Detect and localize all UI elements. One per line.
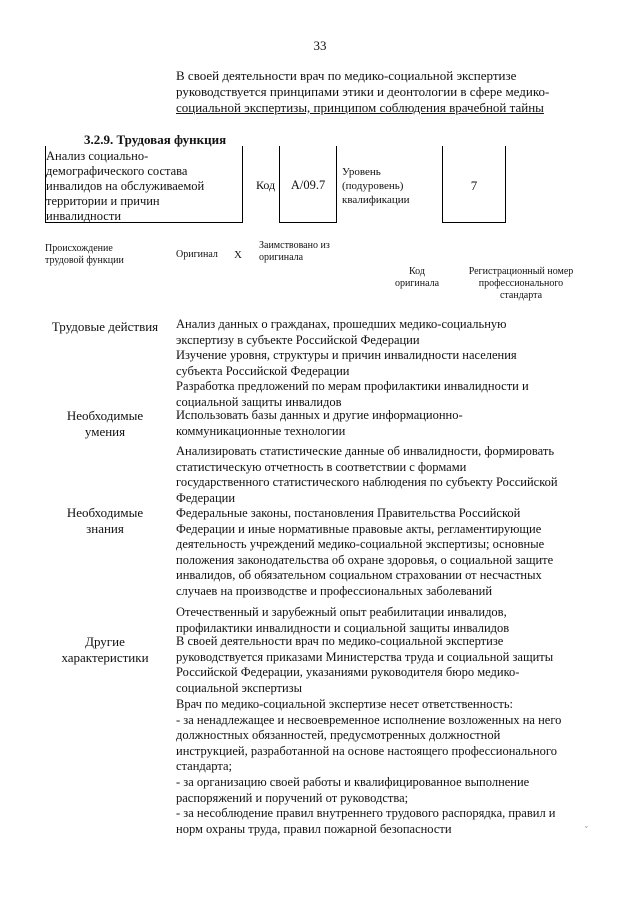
text-line: Отечественный и зарубежный опыт реабилитации инвалидов, <box>176 605 507 619</box>
scan-mark: ˇ <box>585 825 588 834</box>
text-line: государственного статистического наблюдения по субъекту Российской <box>176 475 558 490</box>
other-text-2 <box>176 697 586 837</box>
code-value: A/09.7 <box>290 178 326 192</box>
row-label-line: умения <box>84 424 126 439</box>
reg-label-line: Регистрационный номер <box>468 266 574 277</box>
row-label-line: знания <box>86 521 124 536</box>
text-line: стандарта; <box>176 759 233 774</box>
text-line: Анализ данных о гражданах, прошедших медико-социальную <box>176 317 507 331</box>
row-label-skills <box>40 408 170 440</box>
text-line: норм охраны труда, правил пожарной безопасности <box>176 821 452 836</box>
knowledge-text-1 <box>176 506 586 600</box>
text-line: субъекта Российской Федерации <box>176 363 350 378</box>
row-label-knowledge <box>40 505 170 537</box>
text-line: - за организацию своей работы и квалифицированное выполнение <box>176 774 530 789</box>
row-label-line: Необходимые <box>66 408 144 423</box>
text-line: коммуникационные технологии <box>176 423 346 438</box>
code-original-label-line: оригинала <box>394 278 440 289</box>
registration-number-label <box>458 266 584 302</box>
text-line: должностных обязанностей, предусмотренных должностной <box>176 728 501 743</box>
page-number: 33 <box>313 38 327 53</box>
row-label-line: Другие <box>85 634 125 649</box>
intro-line: руководствуется принципами этики и деонтологии в сфере медико- <box>176 84 550 99</box>
function-name-line: инвалидности <box>46 209 122 223</box>
text-line: руководствуется приказами Министерства труда и социальной защиты <box>176 649 554 664</box>
text-line: инвалидов, об обязательном социальном страховании от несчастных <box>176 568 542 583</box>
row-label-line: Необходимые <box>66 505 144 520</box>
function-name <box>46 149 246 224</box>
text-line: инструкцией, разработанной на основе настоящего профессионального <box>176 743 557 758</box>
row-label-labor-actions <box>40 319 170 335</box>
skills-text-1 <box>176 408 586 439</box>
text-line: Федеральные законы, постановления Правительства Российской <box>176 506 521 520</box>
text-line: Российской Федерации, указаниями руководителя бюро медико- <box>176 665 520 680</box>
function-name-line: территории и причин <box>46 194 160 208</box>
text-line: экспертизу в субъекте Российской Федерации <box>176 332 420 347</box>
borrowed-label-line: оригинала <box>259 252 304 263</box>
labor-actions-text <box>176 317 586 411</box>
level-label-line: квалификации <box>342 194 410 206</box>
skills-text-2 <box>176 444 586 506</box>
intro-paragraph <box>176 68 576 116</box>
knowledge-text-2 <box>176 605 586 636</box>
reg-label-line: профессионального <box>478 278 564 289</box>
text-line: Врач по медико-социальной экспертизе несет ответственность: <box>176 697 514 711</box>
code-label: Код <box>256 178 276 192</box>
text-line: статистическую отчетность в соответствии с формами <box>176 459 467 474</box>
code-original-label-line: Код <box>409 266 425 277</box>
intro-line: социальной экспертизы, принципом соблюдения врачебной тайны <box>176 100 544 115</box>
level-label <box>342 165 409 207</box>
origin-label-line: Происхождение <box>45 243 113 254</box>
text-line: Использовать базы данных и другие информационно- <box>176 408 463 422</box>
text-line: В своей деятельности врач по медико-социальной экспертизе <box>176 634 504 648</box>
level-label-line: (подуровень) <box>342 180 404 192</box>
origin-label <box>45 243 124 267</box>
text-line: деятельность учреждений медико-социальной экспертизы; основные <box>176 537 545 552</box>
original-mark: X <box>234 249 242 261</box>
origin-label-line: трудовой функции <box>45 255 124 266</box>
text-line: Федерации <box>176 490 236 505</box>
original-label: Оригинал <box>176 249 218 260</box>
reg-label-line: стандарта <box>499 290 543 301</box>
text-line: Анализировать статистические данные об инвалидности, формировать <box>176 444 555 458</box>
code-original-label <box>390 266 444 290</box>
level-label-line: Уровень <box>342 166 381 178</box>
text-line: социальной защиты инвалидов <box>176 394 342 409</box>
text-line: профилактики инвалидности и социальной защиты инвалидов <box>176 620 510 635</box>
row-label-line: Трудовые действия <box>51 319 159 334</box>
section-title: 3.2.9. Трудовая функция <box>84 132 227 147</box>
text-line: - за несоблюдение правил внутреннего трудового распорядка, правил и <box>176 806 556 821</box>
borrowed-label-line: Заимствовано из <box>259 240 330 251</box>
text-line: - за ненадлежащее и несвоевременное исполнение возложенных на него <box>176 712 562 727</box>
text-line: Разработка предложений по мерам профилактики инвалидности и <box>176 379 529 394</box>
row-label-other <box>40 634 170 666</box>
text-line: распоряжений и поручений от руководства; <box>176 790 409 805</box>
level-value: 7 <box>470 178 478 193</box>
row-label-line: характеристики <box>61 650 149 665</box>
other-text-1 <box>176 634 586 696</box>
text-line: случаев на производстве и профессиональных заболеваний <box>176 583 493 598</box>
function-name-line: инвалидов на обслуживаемой <box>46 179 205 193</box>
text-line: положения законодательства об охране здоровья, о социальной защите <box>176 552 554 567</box>
text-line: Федерации и иные нормативные правовые акты, регламентирующие <box>176 521 542 536</box>
function-name-line: демографического состава <box>46 164 188 178</box>
text-line: социальной экспертизы <box>176 680 303 695</box>
borrowed-label <box>259 240 330 264</box>
intro-line: В своей деятельности врач по медико-социальной экспертизе <box>176 68 517 83</box>
function-name-line: Анализ социально- <box>46 149 149 163</box>
text-line: Изучение уровня, структуры и причин инвалидности населения <box>176 348 517 363</box>
